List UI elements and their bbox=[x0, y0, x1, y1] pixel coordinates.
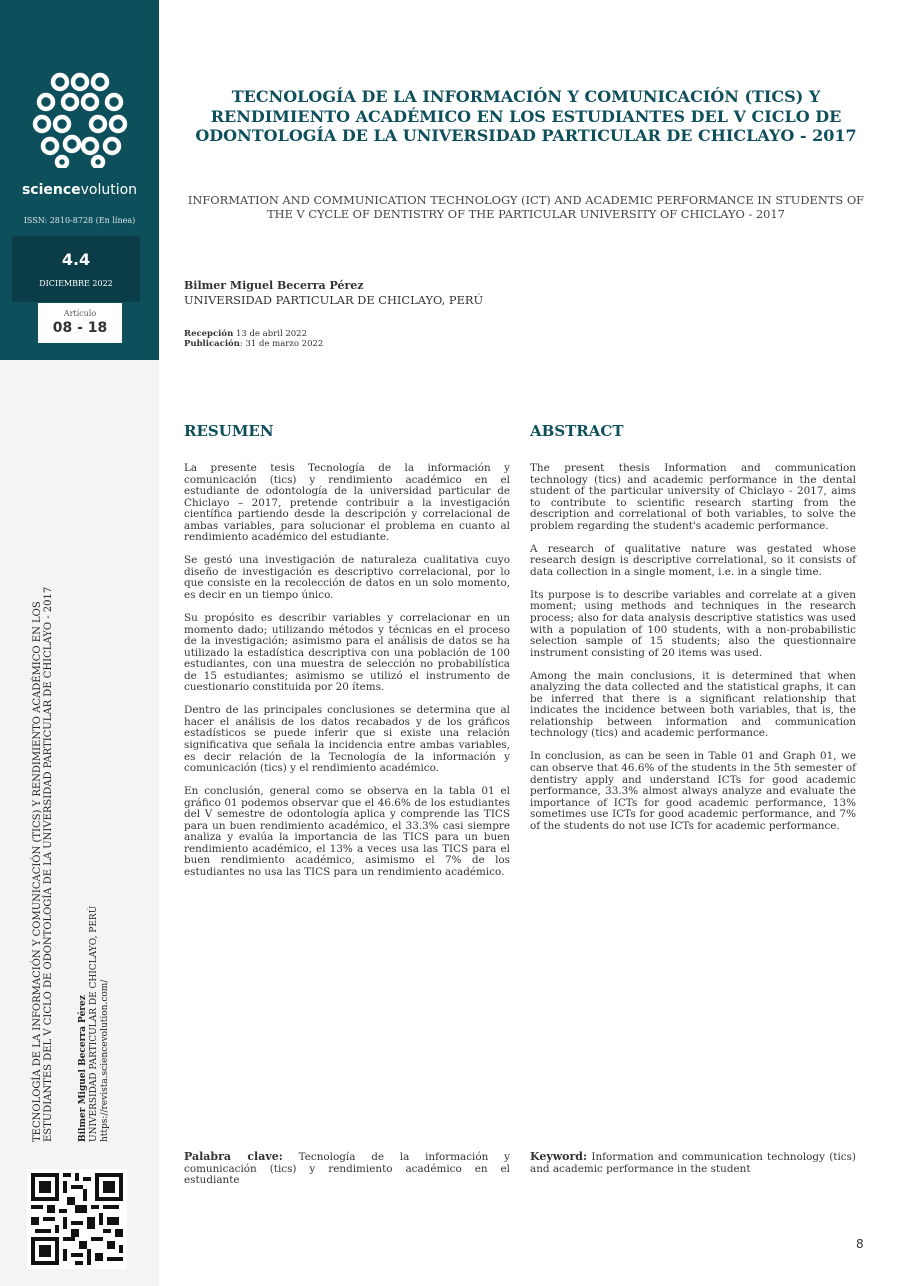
paper-subtitle-english: INFORMATION AND COMMUNICATION TECHNOLOGY (ICT) AND ACADEMIC PERFORMANCE IN STUDENTS OF THE V CYCLE OF DENTISTRY OF THE PARTICULAR UNIVERSITY OF CHICLAYO - 2017 bbox=[187, 193, 865, 221]
resumen-paragraph: Se gestó una investigación de naturaleza cualitativa cuyo diseño de investigación es descriptivo correlacional, por lo que consiste en la recolección de datos en un solo momento, es decir en un tiempo único. bbox=[184, 554, 510, 601]
keyword bbox=[530, 1151, 856, 1175]
resumen-paragraph: Su propósito es describir variables y correlacionar en un momento dado; utilizando métodos y técnicas en el proceso de la investigación; asimismo para el análisis de datos se ha utilizado la estadística descriptiva con una población de 100 estudiantes, con una muestra de selección no probabilística de 15 estudiantes; asimismo se utilizó el instrumento de cuestionario constituida por 20 ítems. bbox=[184, 612, 510, 694]
abstract-heading: ABSTRACT bbox=[530, 422, 624, 440]
issue-date: DICIEMBRE 2022 bbox=[39, 279, 113, 288]
resumen-heading: RESUMEN bbox=[184, 422, 274, 440]
abstract-paragraph: Its purpose is to describe variables and correlate at a given moment; using methods and techniques in the research process; also for data analysis descriptive statistics was used with a population of 100 students, with a non-probabilistic selection sample of 15 students; also the questionnaire instrument consisting of 20 items was used. bbox=[530, 588, 856, 659]
keyword-label: Keyword: bbox=[530, 1150, 588, 1163]
abstract-paragraph: The present thesis Information and communication technology (tics) and academic performance in the dental student of the particular university of Chiclayo - 2017, aims to contribute to scientific research starting from the description and correlational of both variables, to solve the problem regarding the student's academic performance. bbox=[530, 462, 856, 532]
vertical-author: Bilmer Miguel Becerra Pérez bbox=[78, 995, 88, 1142]
author-affiliation: UNIVERSIDAD PARTICULAR DE CHICLAYO, PERÚ bbox=[184, 293, 484, 307]
palabra-clave-text: Tecnología de la información y comunicación (tics) y rendimiento académico en el estudiante bbox=[184, 1151, 510, 1187]
resumen-column bbox=[184, 422, 510, 890]
brand-name bbox=[0, 182, 159, 198]
keyword-text: Information and communication technology (tics) and academic performance in the student bbox=[530, 1151, 856, 1175]
dates-block bbox=[184, 329, 323, 349]
issue-number: 4.4 bbox=[61, 250, 91, 269]
paper-title: TECNOLOGÍA DE LA INFORMACIÓN Y COMUNICACIÓN (TICS) Y RENDIMIENTO ACADÉMICO EN LOS ESTUDIANTES DEL V CICLO DE ODONTOLOGÍA DE LA UNIVERSIDAD PARTICULAR DE CHICLAYO - 2017 bbox=[195, 87, 857, 145]
publication-date: : 31 de marzo 2022 bbox=[239, 339, 324, 349]
qr-code-icon bbox=[24, 1169, 130, 1269]
palabra-clave bbox=[184, 1151, 510, 1187]
issue-box bbox=[12, 236, 140, 302]
vertical-title bbox=[32, 542, 54, 1142]
resumen-paragraph: En conclusión, general como se observa en la tabla 01 el gráfico 01 podemos observar que el 46.6% de los estudiantes del V semestre de odontología aplica y comprende las TICS para un buen rendimiento académico, el 33.3% casi siempre analiza y evalúa la importancia de las TICS para un buen rendimiento académico, el 13% a veces usa las TICS para el buen rendimiento académico, asimismo el 7% de los estudiantes no usa las TICS para un rendimiento académico. bbox=[184, 785, 510, 878]
vertical-title-line2: ESTUDIANTES DEL V CICLO DE ODONTOLOGÍA DE LA UNIVERSIDAD PARTICULAR DE CHICLAYO - 2017 bbox=[43, 586, 54, 1142]
sciencevolution-logo-icon bbox=[32, 72, 128, 168]
resumen-paragraph: La presente tesis Tecnología de la información y comunicación (tics) y rendimiento académico en el estudiante de odontología de la universidad particular de Chiclayo – 2017, pretende contribuir a la investigación científica partiendo desde la descripción y correlacional de ambas variables, para solucionar el problema en cuanto al rendimiento académico del estudiante. bbox=[184, 462, 510, 544]
author-name: Bilmer Miguel Becerra Pérez bbox=[184, 279, 364, 292]
reception-date: 13 de abril 2022 bbox=[233, 329, 308, 339]
page-number: 8 bbox=[856, 1237, 864, 1251]
vertical-author-block bbox=[78, 742, 111, 1142]
vertical-affiliation: UNIVERSIDAD PARTICULAR DE CHICLAYO, PERÚ bbox=[89, 905, 99, 1142]
publication-label: Publicación bbox=[184, 339, 240, 349]
palabra-clave-label: Palabra clave: bbox=[184, 1150, 283, 1163]
sidebar-header bbox=[0, 0, 159, 360]
abstract-column bbox=[530, 422, 856, 844]
vertical-title-line1: TECNOLOGÍA DE LA INFORMACIÓN Y COMUNICACIÓN (TICS) Y RENDIMIENTO ACADÉMICO EN LOS bbox=[32, 601, 43, 1142]
abstract-paragraph: Among the main conclusions, it is determined that when analyzing the data collected and the statistical graphs, it can be inferred that there is a significant relationship that indicates the incidence between both variables, that is, the relationship between information and communication technology (tics) and academic performance. bbox=[530, 669, 856, 740]
article-pages: 08 - 18 bbox=[52, 320, 108, 336]
abstract-paragraph: In conclusion, as can be seen in Table 01 and Graph 01, we can observe that 46.6% of the students in the 5th semester of dentistry apply and understand ICTs for good academic performance, 33.3% almost always analyze and evaluate the importance of ICTs for good academic performance, 13% sometimes use ICTs for good academic performance, and 7% of the students do not use ICTs for academic performance. bbox=[530, 750, 856, 832]
abstract-paragraph: A research of qualitative nature was gestated whose research design is descriptive correlational, so it consists of data collection in a single moment, i.e. in a single time. bbox=[530, 542, 856, 578]
vertical-url[interactable]: https://revista.sciencevolution.com/ bbox=[100, 979, 110, 1142]
article-label: Artículo bbox=[63, 309, 97, 318]
brand-bold: science bbox=[21, 182, 81, 198]
reception-label: Recepción bbox=[184, 329, 234, 339]
article-box bbox=[38, 303, 122, 343]
brand-regular: volution bbox=[80, 182, 138, 198]
resumen-paragraph: Dentro de las principales conclusiones se determina que al hacer el análisis de los datos recabados y de los gráficos estadísticos se puede inferir que si existe una relación significativa que señala la incidencia entre ambas variables, es decir relación de la Tecnología de la información y comunicación (tics) y el rendimiento académico. bbox=[184, 704, 510, 775]
issn: ISSN: 2810-8728 (En línea) bbox=[23, 216, 136, 225]
